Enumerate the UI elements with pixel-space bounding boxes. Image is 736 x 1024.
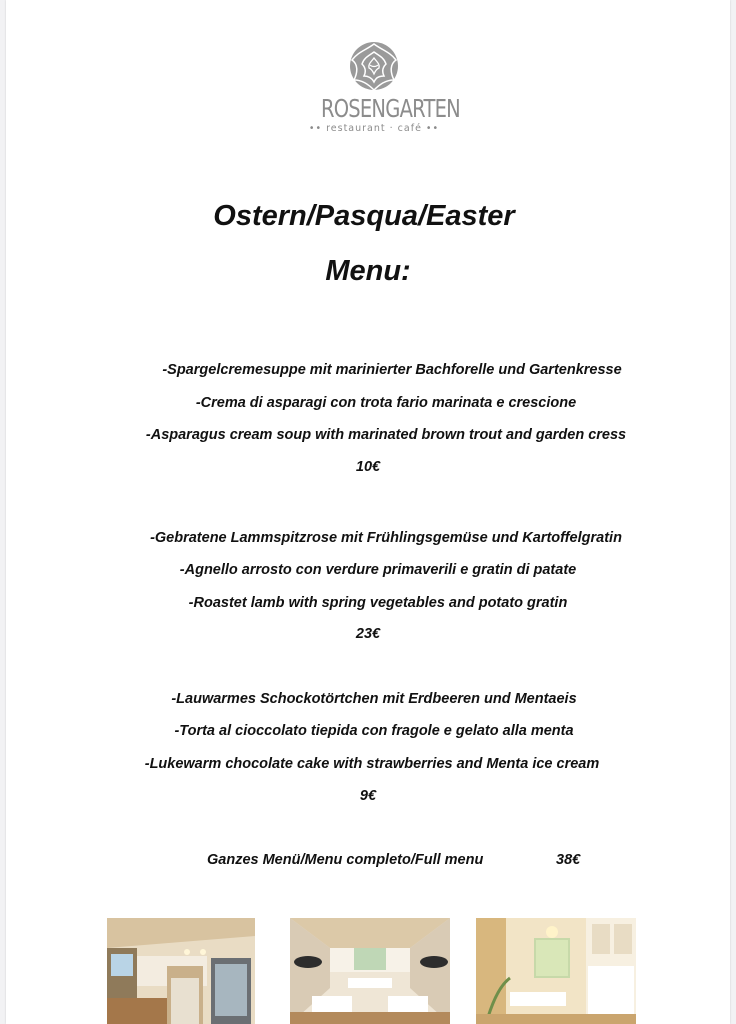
- course-3-price: 9€: [359, 788, 377, 804]
- course-1-german: -Spargelcremesuppe mit marinierter Bachforelle und Gartenkresse: [162, 362, 622, 378]
- course-2-english: -Roastet lamb with spring vegetables and potato gratin: [188, 595, 568, 611]
- full-menu-price: 38€: [556, 852, 581, 868]
- course-2-price: 23€: [355, 626, 381, 642]
- menu-subtitle: Menu:: [325, 255, 411, 287]
- full-menu-label: Ganzes Menü/Menu completo/Full menu: [207, 852, 484, 868]
- course-3-german: -Lauwarmes Schockotörtchen mit Erdbeeren und Mentaeis: [171, 691, 577, 707]
- menu-page: [6, 0, 730, 1024]
- restaurant-logo: [306, 38, 460, 134]
- course-1-italian: -Crema di asparagi con trota fario marinata e crescione: [195, 395, 577, 411]
- course-3-english: -Lukewarm chocolate cake with strawberries and Menta ice cream: [144, 756, 600, 772]
- course-1-price: 10€: [355, 459, 381, 475]
- restaurant-photo-room: [476, 918, 636, 1024]
- restaurant-photo-bar: [107, 918, 255, 1024]
- course-3-italian: -Torta al cioccolato tiepida con fragole e gelato alla menta: [174, 723, 574, 739]
- menu-title: Ostern/Pasqua/Easter: [213, 200, 515, 232]
- course-2-german: -Gebratene Lammspitzrose mit Frühlingsgemüse und Kartoffelgratin: [150, 530, 622, 546]
- brand-name: ROSENGARTEN: [320, 94, 460, 123]
- course-1-english: -Asparagus cream soup with marinated brown trout and garden cress: [145, 427, 627, 443]
- restaurant-photo-dining: [290, 918, 450, 1024]
- course-2-italian: -Agnello arrosto con verdure primaverili e gratin di patate: [179, 562, 577, 578]
- brand-tagline: •• restaurant · café ••: [308, 123, 440, 134]
- rose-icon: [346, 38, 402, 94]
